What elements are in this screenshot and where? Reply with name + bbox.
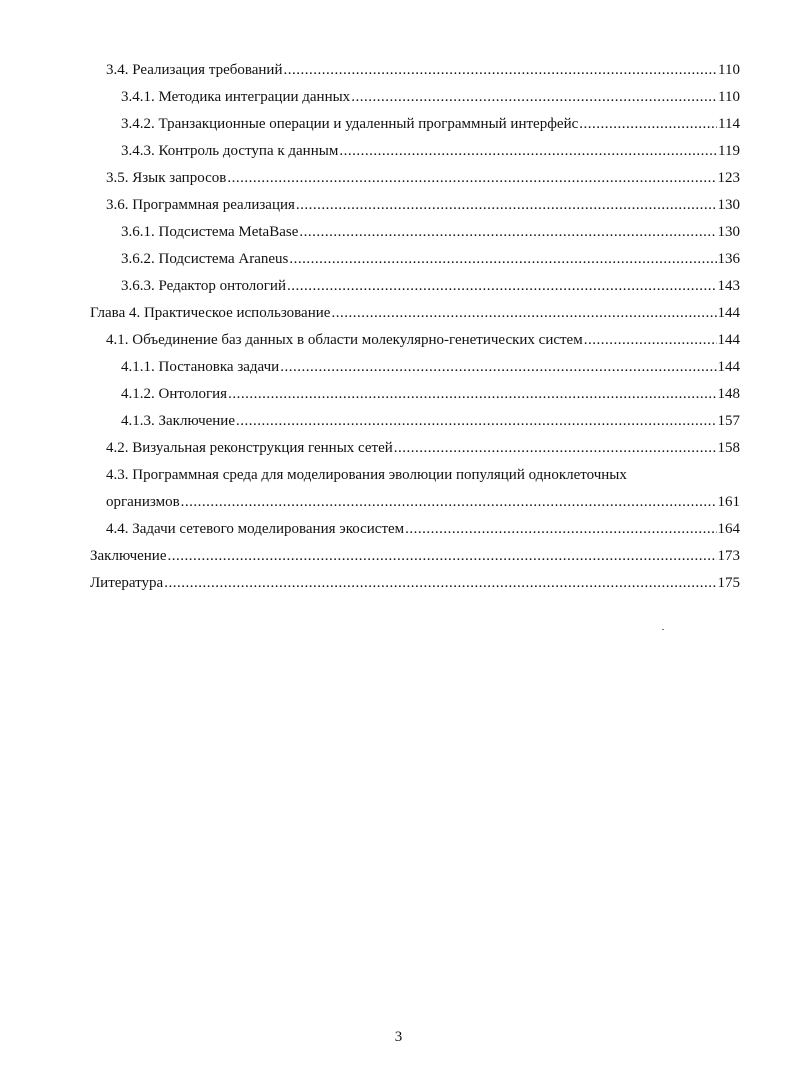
toc-entry-page: 114	[718, 116, 740, 132]
toc-entry-label: 4.1.1. Постановка задачи	[121, 359, 280, 375]
toc-entry-chapter[interactable]	[90, 544, 740, 568]
toc-entry-page: 175	[717, 575, 740, 591]
toc-entry-page: 144	[717, 332, 740, 348]
toc-entry-label: 4.1. Объединение баз данных в области молекулярно-генетических систем	[106, 332, 583, 348]
toc-entry-label: 3.6. Программная реализация	[106, 197, 295, 213]
toc-entry-label: Заключение	[90, 548, 167, 564]
toc-entry[interactable]	[121, 220, 740, 244]
dot-leader	[164, 571, 716, 595]
toc-entry-page: 144	[717, 359, 740, 375]
toc-entry-page: 144	[717, 305, 740, 321]
dot-leader	[287, 274, 717, 298]
toc-entry[interactable]	[106, 490, 740, 514]
toc-entry-page: 110	[718, 62, 740, 78]
page-number: 3	[394, 1029, 403, 1045]
toc-entry-page: 158	[717, 440, 740, 456]
toc-entry-label: 3.6.1. Подсистема MetaBase	[121, 224, 299, 240]
toc-entry-label: 3.6.3. Редактор онтологий	[121, 278, 286, 294]
dot-leader	[351, 85, 717, 109]
dot-leader	[579, 112, 717, 136]
toc-entry-page: 130	[717, 197, 740, 213]
toc-entry-page: 136	[717, 251, 740, 267]
dot-leader	[339, 139, 717, 163]
toc-entry-chapter[interactable]	[90, 301, 740, 325]
toc-entry[interactable]	[106, 166, 740, 190]
toc-entry-label: Глава 4. Практическое использование	[90, 305, 331, 321]
dot-leader	[296, 193, 717, 217]
toc-entry-page: 119	[718, 143, 740, 159]
toc-entry[interactable]	[121, 112, 740, 136]
toc-entry[interactable]	[121, 409, 740, 433]
toc-entry-label: 4.1.2. Онтология	[121, 386, 228, 402]
toc-entry[interactable]	[121, 382, 740, 406]
toc-entry-page: 143	[717, 278, 740, 294]
dot-leader	[299, 220, 716, 244]
toc-entry[interactable]	[121, 85, 740, 109]
toc-entry-page: 110	[718, 89, 740, 105]
dot-leader	[289, 247, 716, 271]
toc-entry[interactable]	[106, 193, 740, 217]
dot-leader	[181, 490, 717, 514]
toc-entry-page: 130	[717, 224, 740, 240]
toc-entry-label: 3.6.2. Подсистема Araneus	[121, 251, 289, 267]
scan-speck	[662, 629, 664, 630]
toc-entry[interactable]	[106, 328, 740, 352]
toc-entry[interactable]	[121, 247, 740, 271]
toc-entry-label: 3.4.2. Транзакционные операции и удаленный программный интерфейс	[121, 116, 579, 132]
toc-entry[interactable]	[121, 139, 740, 163]
dot-leader	[331, 301, 716, 325]
toc-entry-label: 4.1.3. Заключение	[121, 413, 235, 429]
toc-entry-page: 157	[717, 413, 740, 429]
toc-entry-label-continued: организмов	[106, 494, 180, 510]
toc-entry-label[interactable]: 4.3. Программная среда для моделирования эволюции популяций одноклеточных	[106, 467, 627, 483]
toc-entry-label: Литература	[90, 575, 164, 591]
dot-leader	[280, 355, 716, 379]
toc-entry-label: 3.5. Язык запросов	[106, 170, 227, 186]
toc-entry[interactable]	[121, 355, 740, 379]
toc-entry-page: 173	[717, 548, 740, 564]
toc-entry-label: 3.4.3. Контроль доступа к данным	[121, 143, 339, 159]
dot-leader	[283, 58, 717, 82]
toc-entry-label: 3.4.1. Методика интеграции данных	[121, 89, 351, 105]
dot-leader	[228, 382, 716, 406]
dot-leader	[227, 166, 716, 190]
toc-entry[interactable]	[121, 274, 740, 298]
toc-entry-page: 161	[717, 494, 740, 510]
dot-leader	[394, 436, 717, 460]
toc-entry[interactable]	[106, 436, 740, 460]
toc-entry-chapter[interactable]	[90, 571, 740, 595]
toc-entry-page: 123	[717, 170, 740, 186]
dot-leader	[584, 328, 717, 352]
toc-entry-label: 4.2. Визуальная реконструкция генных сетей	[106, 440, 393, 456]
toc-entry-label: 4.4. Задачи сетевого моделирования экосистем	[106, 521, 405, 537]
toc-entry-page: 148	[717, 386, 740, 402]
toc-entry[interactable]	[106, 58, 740, 82]
dot-leader	[168, 544, 717, 568]
dot-leader	[405, 517, 716, 541]
toc-entry-page: 164	[717, 521, 740, 537]
toc-entry[interactable]	[106, 517, 740, 541]
toc-entry-label: 3.4. Реализация требований	[106, 62, 283, 78]
dot-leader	[236, 409, 717, 433]
